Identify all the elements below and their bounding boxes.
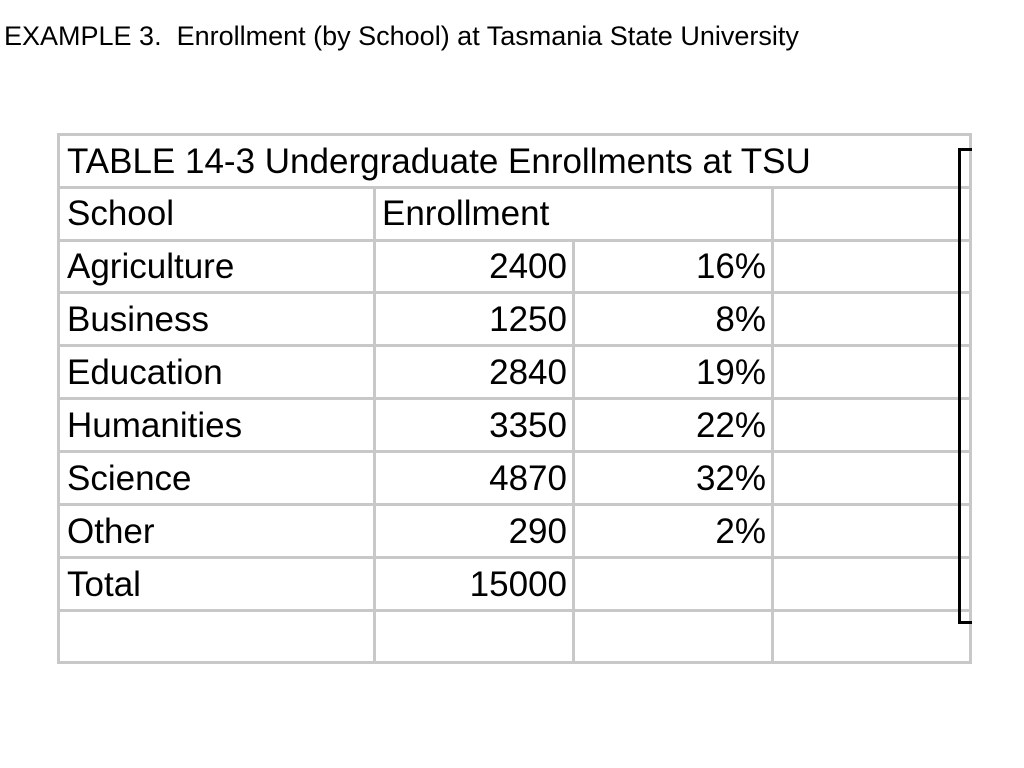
cell-percent: 19%	[695, 353, 766, 392]
cell-enrollment: 4870	[489, 459, 567, 498]
cell-school: Other	[67, 512, 155, 551]
cell-total-label: Total	[67, 565, 141, 604]
bracket-line	[958, 148, 972, 624]
header-school: School	[67, 194, 175, 233]
table-title: TABLE 14-3 Undergraduate Enrollments at TSU	[67, 142, 811, 181]
header-enrollment: Enrollment	[382, 194, 550, 233]
cell-enrollment: 2840	[489, 353, 567, 392]
cell-school: Business	[67, 300, 210, 339]
cell-percent: 8%	[715, 300, 766, 339]
cell-percent: 22%	[695, 406, 766, 445]
cell-total-enrollment: 15000	[469, 565, 567, 604]
cell-enrollment: 2400	[489, 247, 567, 286]
cell-percent: 32%	[695, 459, 766, 498]
cell-percent: 2%	[715, 512, 766, 551]
grid-line	[771, 186, 774, 661]
enrollment-table	[57, 133, 972, 664]
cell-school: Science	[67, 459, 192, 498]
cell-percent: 16%	[695, 247, 766, 286]
cell-school: Agriculture	[67, 247, 235, 286]
cell-enrollment: 3350	[489, 406, 567, 445]
cell-enrollment: 1250	[489, 300, 567, 339]
cell-enrollment: 290	[508, 512, 567, 551]
page-heading: EXAMPLE 3. Enrollment (by School) at Tasmania State University	[4, 21, 799, 51]
cell-school: Humanities	[67, 406, 243, 445]
cell-school: Education	[67, 353, 223, 392]
